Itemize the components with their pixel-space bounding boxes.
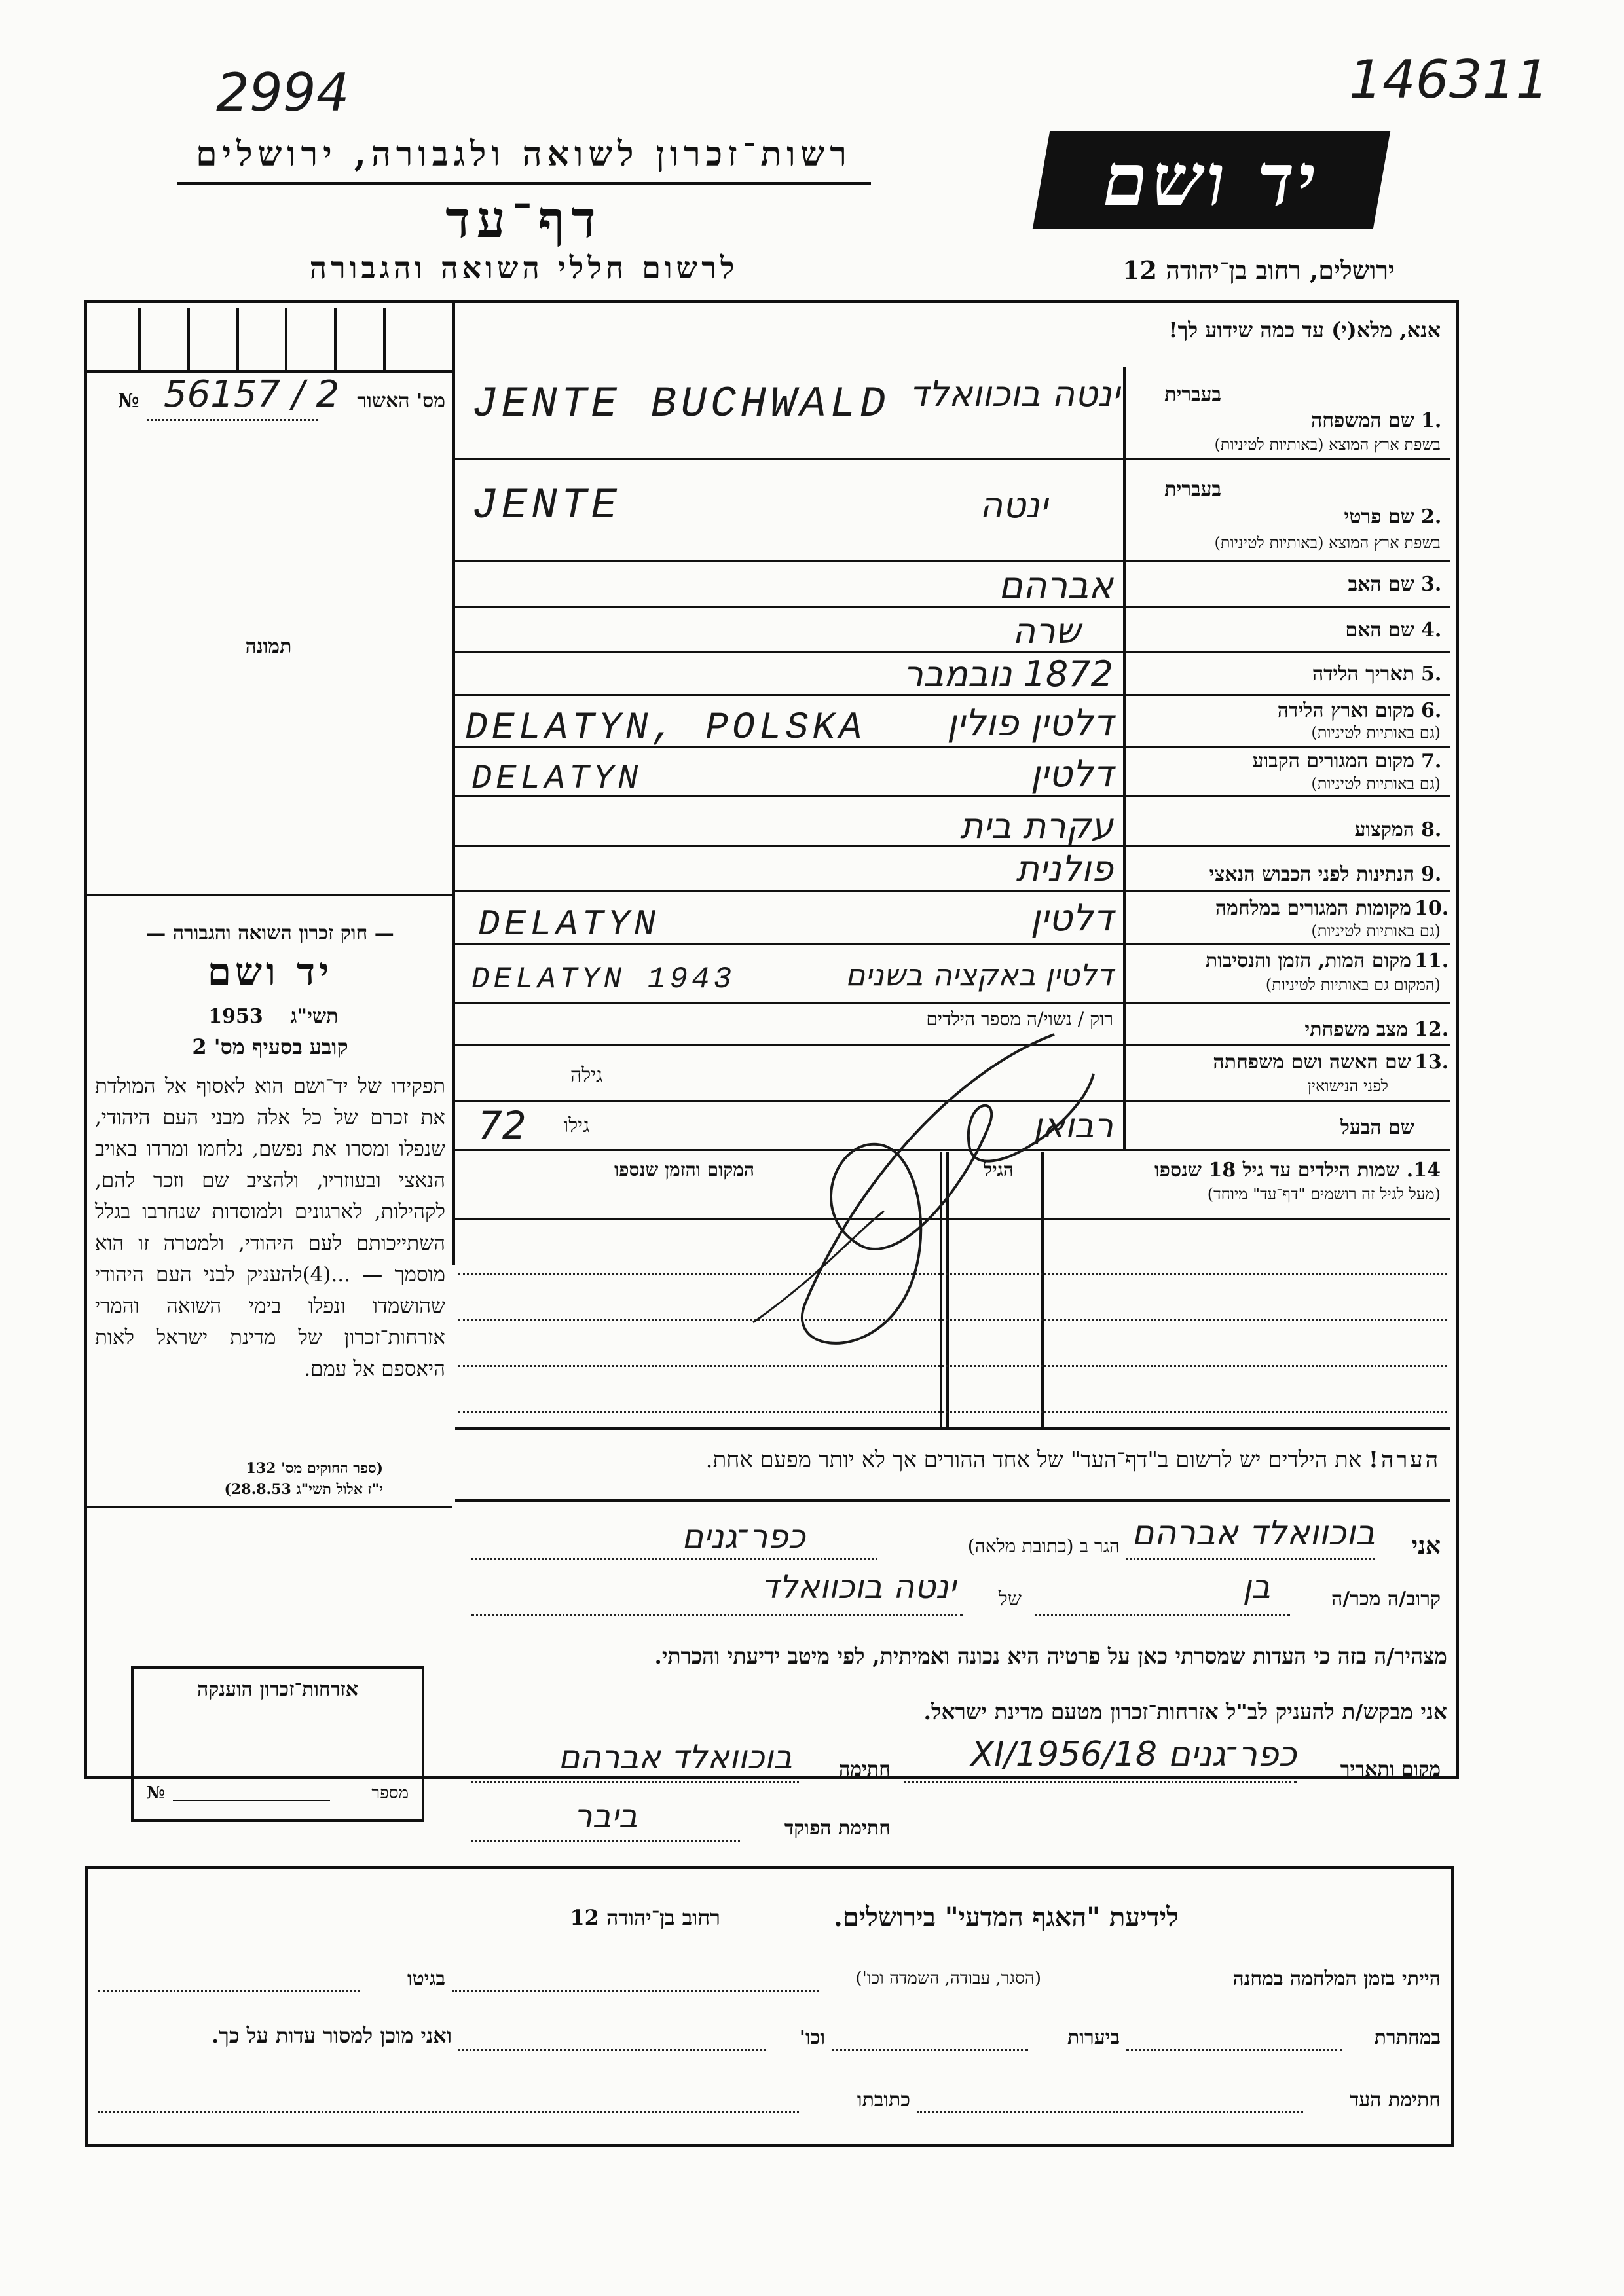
photo-box-bottom: [87, 894, 452, 896]
bottom-line3-fill-a: [917, 2111, 1303, 2113]
yad-vashem-logo: יד ושם: [1033, 131, 1390, 229]
field-13-number: 13.: [1414, 1051, 1449, 1074]
field-9-number: 9.: [1421, 863, 1442, 886]
field-6-number: 6.: [1421, 699, 1442, 722]
field-12-label: מצב משפחתי: [1304, 1018, 1408, 1041]
bottom-line1-fill: [452, 1990, 819, 1992]
officer-label: חתימת הפוקד: [784, 1817, 891, 1840]
resides-label: הגר ב (כתובת מלאה): [967, 1535, 1120, 1557]
field-11-label: מקום המות, הזמן והנסיבות: [1205, 949, 1411, 972]
note-label: הערה!: [1369, 1447, 1441, 1473]
bottom-line2-fill-c: [458, 2049, 766, 2051]
children-row: [458, 1411, 1447, 1413]
form-subtitle: לרשום חללי השואה והגבורה: [309, 250, 739, 285]
officer-signature: ביבר: [574, 1797, 638, 1835]
field-2-in-hebrew: בעברית: [1164, 478, 1221, 501]
field-3-number: 3.: [1421, 573, 1442, 596]
bottom-line1-end: בגיטו: [407, 1967, 445, 1990]
declarant-value: בוכוואלד אברהם: [1132, 1514, 1375, 1553]
relative-value: בן: [1242, 1568, 1270, 1606]
bottom-line3-b: כתובתו: [857, 2088, 910, 2111]
field-1-in-hebrew: בעברית: [1164, 383, 1221, 406]
cancellation-scribble: [688, 995, 1146, 1388]
husband-age-value: 72: [478, 1103, 526, 1148]
declarant-label: אני: [1411, 1532, 1441, 1559]
citizenship-number-label: מספר: [371, 1783, 409, 1803]
children-table-bottom: [455, 1427, 1450, 1430]
declarant-line: [1126, 1558, 1375, 1560]
resides-value: כפר־גנים: [682, 1518, 805, 1556]
bottom-line2-end: ואני מוכן למסור עדות על כך.: [211, 2023, 452, 2048]
field-8-hebrew-value: עקרת בית: [959, 805, 1113, 847]
field-4-hebrew-value: שרה: [1012, 610, 1080, 651]
note-bottom-line: [455, 1499, 1450, 1502]
law-title: — חוק זכרון השואה והגבורה —: [146, 922, 394, 945]
bottom-section-bottom: [85, 2144, 1454, 2147]
field-7-latin-value: DELATYN: [471, 759, 642, 798]
relative-label: קרוב/ה מכר/ה: [1331, 1588, 1441, 1611]
of-line: [471, 1614, 963, 1616]
field-1-latin-note: בשפת ארץ המוצא (באותיות לטיניות): [1214, 435, 1441, 454]
field-7-number: 7.: [1421, 750, 1442, 773]
photo-label: תמונה: [245, 635, 292, 658]
field-2-latin-note: בשפת ארץ המוצא (באותיות לטיניות): [1214, 534, 1441, 552]
field-6-hebrew-value: דלטין פולין: [946, 702, 1113, 744]
field-2-label: שם פרטי: [1344, 505, 1414, 528]
field-1-latin-value: JENTE BUCHWALD: [471, 380, 890, 429]
code-boxes-bottom: [87, 370, 452, 373]
field-1-number: 1.: [1421, 409, 1442, 432]
header-address: ירושלים, רחוב בן־יהודה 12: [1122, 255, 1395, 285]
archive-number-right: 146311: [1349, 49, 1549, 110]
bottom-title: לידיעת "האגף המדעי" בירושלים.: [833, 1902, 1179, 1933]
bottom-line2-a: במחתרת: [1374, 2026, 1441, 2049]
field-3-label: שם האב: [1348, 573, 1414, 596]
field-3-hebrew-value: אברהם: [998, 564, 1113, 607]
form-intro: אנא, מלא(י) עד כמה שידוע לך!: [1168, 318, 1441, 342]
law-year-hebrew: תשי"ג: [290, 1005, 339, 1028]
field-13-sub: לפני הנישואין: [1307, 1077, 1388, 1095]
declaration-statement: מצהיר/ה בזה כי העדות שמסרתי כאן על פרטיה היא נכונה ואמיתית, לפי מיטב ידיעתי והכרתי.: [654, 1643, 1447, 1669]
law-yad-vashem: יד ושם: [207, 949, 333, 994]
law-ref-2: י"ז אלול תשי"ג 28.8.53): [224, 1481, 383, 1498]
field-2-latin-value: JENTE: [471, 481, 621, 530]
bottom-line1-paren: (הסגר, עבודה, השמדה וכו'): [855, 1969, 1041, 1988]
place-date-line: [904, 1781, 1297, 1783]
law-year: 1953: [208, 1005, 263, 1028]
registration-line: [147, 419, 318, 421]
field-11-number: 11.: [1414, 949, 1449, 972]
field-9-label: הנתינות לפני הכבוש הנאצי: [1209, 863, 1414, 886]
of-value: ינטה בוכוואלד: [761, 1568, 956, 1606]
law-box-bottom: [87, 1506, 452, 1508]
field-6-label: מקום וארץ הלידה: [1277, 699, 1414, 722]
husband-label: שם הבעל: [1340, 1116, 1414, 1139]
bottom-section-top: [85, 1866, 1454, 1869]
signature-line: [471, 1781, 799, 1783]
row-line: [455, 458, 1450, 460]
authority-underline: [177, 182, 871, 185]
place-date-value: כפר־גנים 18/XI/1956: [970, 1735, 1297, 1774]
field-5-number: 5.: [1421, 663, 1442, 685]
field-8-label: המקצוע: [1354, 818, 1414, 841]
of-label: של: [998, 1588, 1022, 1611]
field-1-label: שם המשפחה: [1310, 409, 1414, 432]
field-7-label: מקום המגורים הקבוע: [1252, 750, 1414, 773]
bottom-address: רחוב בן־יהודה 12: [570, 1905, 720, 1930]
field-1-hebrew-value: ינטה בוכוואלד: [909, 373, 1120, 414]
bottom-line1-tail: [98, 1990, 360, 1992]
citizenship-request: אני מבקש/ת להעניק לב"ל אזרחות־זכרון מטעם מדינת ישראל.: [923, 1699, 1447, 1724]
note: [465, 1447, 1441, 1473]
note-text: את הילדים יש לרשום ב"דף־העד" של אחד ההורים אך לא יותר מפעם אחת.: [705, 1447, 1362, 1473]
children-sub: (מעל לגיל זה רושמים "דף־עד" מיוחד): [1207, 1185, 1441, 1203]
code-boxes: [92, 308, 432, 370]
field-2-number: 2.: [1421, 505, 1442, 528]
field-11-hebrew-value: דלטין באקציה בשנים: [845, 957, 1113, 993]
bottom-line3-fill-b: [98, 2111, 799, 2113]
bottom-line2-c: וכו': [799, 2026, 825, 2049]
children-col-place-time: המקום והזמן שנספו: [614, 1159, 754, 1180]
field-4-label: שם האם: [1345, 619, 1414, 642]
field-7-hebrew-value: דלטין: [1030, 753, 1113, 795]
field-10-latin-note: (גם באותיות לטיניות): [1311, 922, 1441, 940]
row-line: [455, 890, 1450, 892]
field-6-latin-note: (גם באותיות לטיניות): [1311, 723, 1441, 742]
field-9-hebrew-value: פולנית: [1016, 848, 1113, 889]
signature-label: חתימה: [839, 1758, 891, 1781]
field-10-hebrew-value: דלטין: [1030, 897, 1113, 939]
bottom-section-left: [85, 1866, 88, 2147]
bottom-line2-fill-b: [832, 2049, 1028, 2051]
citizenship-box-title: אזרחות־זכרון הוענקה: [196, 1678, 359, 1701]
field-5-hebrew-value: 1872 נובמבר: [903, 653, 1113, 695]
children-label: 14. שמות הילדים עד גיל 18 שנספו: [1154, 1159, 1441, 1182]
field-5-label: תאריך הלידה: [1312, 663, 1414, 685]
field-4-number: 4.: [1421, 619, 1442, 642]
form-title: דף־עד: [445, 190, 602, 249]
row-line: [455, 560, 1450, 562]
field-10-number: 10.: [1414, 897, 1449, 920]
field-7-latin-note: (גם באותיות לטיניות): [1311, 774, 1441, 793]
husband-value: רבואן: [1033, 1106, 1113, 1146]
field-10-label: מקומות המגורים במלחמה: [1215, 897, 1411, 920]
bottom-line2-fill-a: [1126, 2049, 1342, 2051]
citizenship-no-symbol: №: [147, 1783, 166, 1803]
law-clause: קובע בסעיף מס' 2: [192, 1034, 348, 1059]
bottom-line2-b: ביערות: [1067, 2026, 1120, 2049]
field-11-latin-note: (המקום גם באותיות לטיניות): [1265, 975, 1441, 994]
field-10-latin-value: DELATYN: [478, 903, 660, 945]
children-col-age: הגיל: [984, 1159, 1014, 1180]
field-2-hebrew-value: ינטה: [980, 484, 1048, 526]
officer-line: [471, 1840, 740, 1842]
field-6-latin-value: DELATYN, POLSKA: [465, 707, 866, 750]
left-column-divider: [452, 302, 455, 1265]
bottom-line1-start: הייתי בזמן המלחמה במחנה: [1232, 1967, 1441, 1990]
resides-line: [471, 1558, 877, 1560]
wife-age-label: גילה: [570, 1064, 602, 1087]
registration-number: 56157 / 2: [164, 373, 340, 416]
citizenship-number-line: [173, 1800, 330, 1801]
archive-number-left: 2994: [216, 62, 350, 123]
citizenship-box: [131, 1666, 424, 1822]
registration-label: מס' האשור: [357, 390, 445, 412]
field-12-number: 12.: [1414, 1018, 1449, 1041]
husband-age-label: גילו: [563, 1114, 589, 1137]
bottom-line3-a: חתימת העד: [1349, 2088, 1441, 2111]
field-12-options: רוק / נשוי/ה מספר הילדים: [926, 1008, 1113, 1030]
field-8-number: 8.: [1421, 818, 1442, 841]
bottom-section-right: [1451, 1866, 1454, 2147]
signature-value: בוכוואלד אברהם: [558, 1738, 792, 1776]
relative-line: [1035, 1614, 1290, 1616]
registration-no-symbol: №: [118, 390, 139, 412]
place-date-label: מקום ותאריך: [1340, 1758, 1441, 1781]
law-ref-1: (ספר החוקים מס' 132: [246, 1460, 383, 1477]
law-body: תפקידו של יד־ושם הוא לאסוף אל המולדת את זכרם של כל אלה מבני העם היהודי, שנפלו ומסרו את נפשם, נלחמו ומרדו באויב הנאצי ובעוזריו, ולהציב שם וזכר להם, לקהילות, לארגונים ולמוסדות שנחרבו בגלל השתייכותם לעם היהודי, ולמטרה זו הוא מוסמך — ...(4)להעניק לבני העם היהודי שהושמדו ונפלו בימי השואה והמרי אזרחות־זכרון של מדינת ישראל לאות היאספם אל עמם.: [95, 1074, 445, 1381]
field-11-latin-value: DELATYN 1943: [471, 962, 736, 996]
field-13-label: שם האשה ושם משפחתה: [1213, 1051, 1411, 1074]
authority-heading: רשות־זכרון לשואה ולגבורה, ירושלים: [196, 134, 852, 174]
